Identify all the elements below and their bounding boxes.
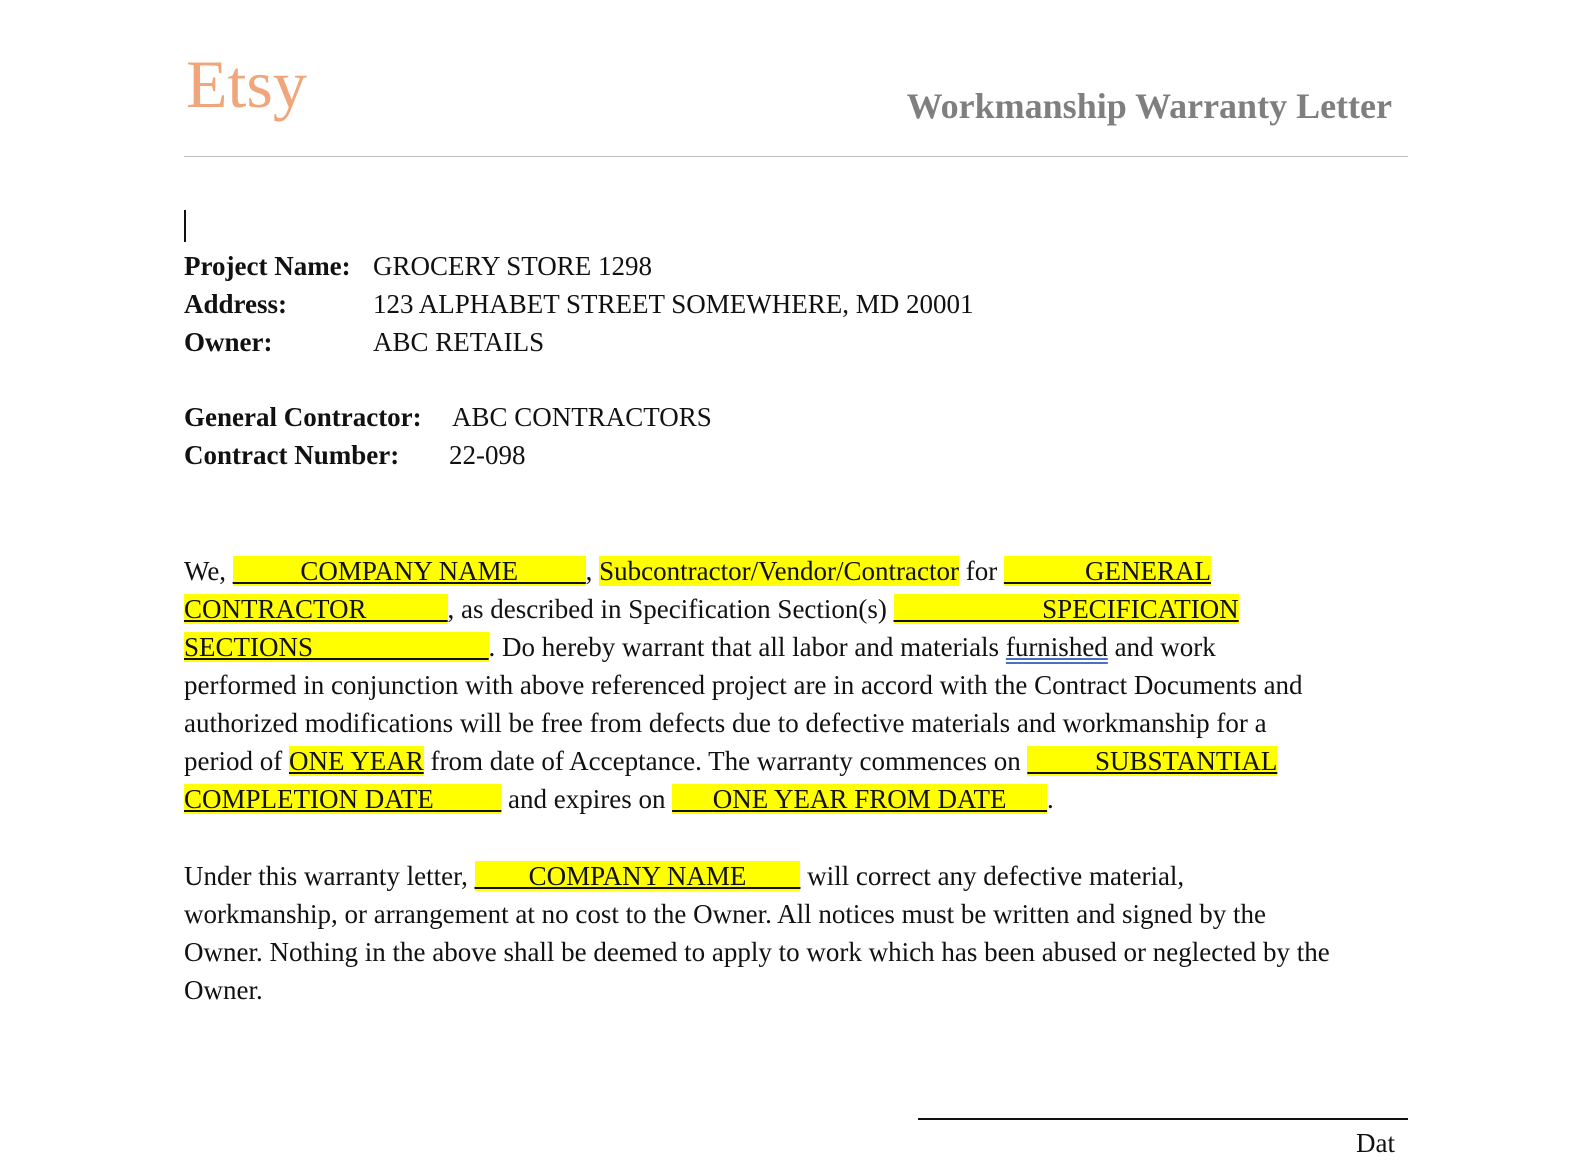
project-name-row xyxy=(184,247,974,285)
spellcheck-word[interactable]: furnished xyxy=(1005,632,1108,662)
placeholder-text: GENERAL xyxy=(1085,556,1211,586)
placeholder-text: SUBSTANTIAL xyxy=(1094,746,1278,776)
project-name-label: Project Name: xyxy=(184,251,351,281)
expiry-date-placeholder[interactable] xyxy=(672,784,1047,814)
text-run: and work xyxy=(1107,632,1216,662)
blank-fill: ______ xyxy=(366,594,448,624)
project-info xyxy=(184,247,974,361)
paragraph-line: workmanship, or arrangement at no cost to the Owner. All notices must be written and signed by the xyxy=(184,899,1267,929)
blank-fill: ______ xyxy=(1004,556,1085,586)
placeholder-text: ONE YEAR FROM DATE xyxy=(712,784,1007,814)
document-title: Workmanship Warranty Letter xyxy=(906,86,1392,126)
blank-fill: _____ xyxy=(232,556,301,586)
address-label: Address: xyxy=(184,289,288,319)
paragraph-line xyxy=(184,780,1410,818)
paragraph-line: Owner. Nothing in the above shall be deemed to apply to work which has been abused or neglected by the xyxy=(184,937,1330,967)
blank-fill: _____ xyxy=(433,784,502,814)
substantial-completion-placeholder-cont[interactable] xyxy=(184,784,501,814)
general-contractor-placeholder[interactable] xyxy=(1004,556,1211,586)
date-label: Dat xyxy=(1356,1128,1395,1158)
contract-number-label: Contract Number: xyxy=(184,440,400,470)
paragraph-line xyxy=(184,742,1410,780)
blank-fill: ____ xyxy=(746,861,801,891)
address-value[interactable]: 123 ALPHABET STREET SOMEWHERE, MD 20001 xyxy=(373,289,974,319)
blank-fill: ___________ xyxy=(893,594,1043,624)
placeholder-text: COMPLETION DATE xyxy=(184,784,434,814)
owner-label: Owner: xyxy=(184,327,273,357)
paragraph-line xyxy=(184,590,1410,628)
one-year-placeholder[interactable]: ONE YEAR xyxy=(288,746,424,776)
role-placeholder[interactable]: Subcontractor/Vendor/Contractor xyxy=(599,556,960,586)
etsy-logo: Etsy xyxy=(186,46,307,122)
text-run: . xyxy=(1046,784,1054,814)
contract-info xyxy=(184,398,712,474)
placeholder-text: CONTRACTOR xyxy=(184,594,367,624)
address-row xyxy=(184,285,974,323)
text-run: . Do hereby warrant that all labor and materials xyxy=(488,632,1006,662)
owner-value[interactable]: ABC RETAILS xyxy=(373,327,545,357)
blank-fill: ____ xyxy=(474,861,529,891)
blank-fill: _____ xyxy=(1027,746,1095,776)
company-name-placeholder[interactable] xyxy=(475,861,801,891)
blank-fill: _____________ xyxy=(313,632,489,662)
header-divider xyxy=(184,156,1408,157)
text-cursor xyxy=(184,210,186,242)
specification-placeholder-cont[interactable] xyxy=(184,632,489,662)
company-name-placeholder[interactable] xyxy=(233,556,586,586)
general-contractor-placeholder-cont[interactable] xyxy=(184,594,448,624)
project-name-value[interactable]: GROCERY STORE 1298 xyxy=(373,251,653,281)
text-run: We, xyxy=(184,556,233,586)
paragraph-line xyxy=(184,552,1410,590)
placeholder-text: SPECIFICATION xyxy=(1042,594,1239,624)
text-run: , xyxy=(585,556,600,586)
signature-line xyxy=(918,1118,1408,1120)
specification-placeholder[interactable] xyxy=(894,594,1239,624)
contract-number-row xyxy=(184,436,712,474)
text-run: will correct any defective material, xyxy=(800,861,1185,891)
blank-fill: ___ xyxy=(672,784,713,814)
text-run: , as described in Specification Section(s) xyxy=(447,594,894,624)
placeholder-text: COMPANY NAME xyxy=(528,861,747,891)
substantial-completion-placeholder[interactable] xyxy=(1027,746,1277,776)
text-run: and expires on xyxy=(501,784,673,814)
text-run: Under this warranty letter, xyxy=(184,861,475,891)
text-run: for xyxy=(959,556,1004,586)
blank-fill: ___ xyxy=(1006,784,1047,814)
contract-number-value[interactable]: 22-098 xyxy=(449,440,526,470)
general-contractor-row xyxy=(184,398,712,436)
paragraph-line: Owner. xyxy=(184,975,263,1005)
paragraph-line xyxy=(184,857,1410,895)
paragraph-line: authorized modifications will be free from defects due to defective materials and workmanship for a xyxy=(184,708,1267,738)
text-run: period of xyxy=(184,746,289,776)
paragraph-line: performed in conjunction with above referenced project are in accord with the Contract Documents and xyxy=(184,670,1303,700)
warranty-paragraph[interactable] xyxy=(184,552,1410,818)
text-run: from date of Acceptance. The warranty commences on xyxy=(423,746,1028,776)
placeholder-text: SECTIONS xyxy=(184,632,314,662)
correction-paragraph[interactable] xyxy=(184,857,1410,1009)
general-contractor-label: General Contractor: xyxy=(184,402,422,432)
blank-fill: _____ xyxy=(518,556,586,586)
owner-row xyxy=(184,323,974,361)
paragraph-line xyxy=(184,628,1410,666)
general-contractor-value[interactable]: ABC CONTRACTORS xyxy=(452,402,712,432)
placeholder-text: COMPANY NAME xyxy=(300,556,519,586)
